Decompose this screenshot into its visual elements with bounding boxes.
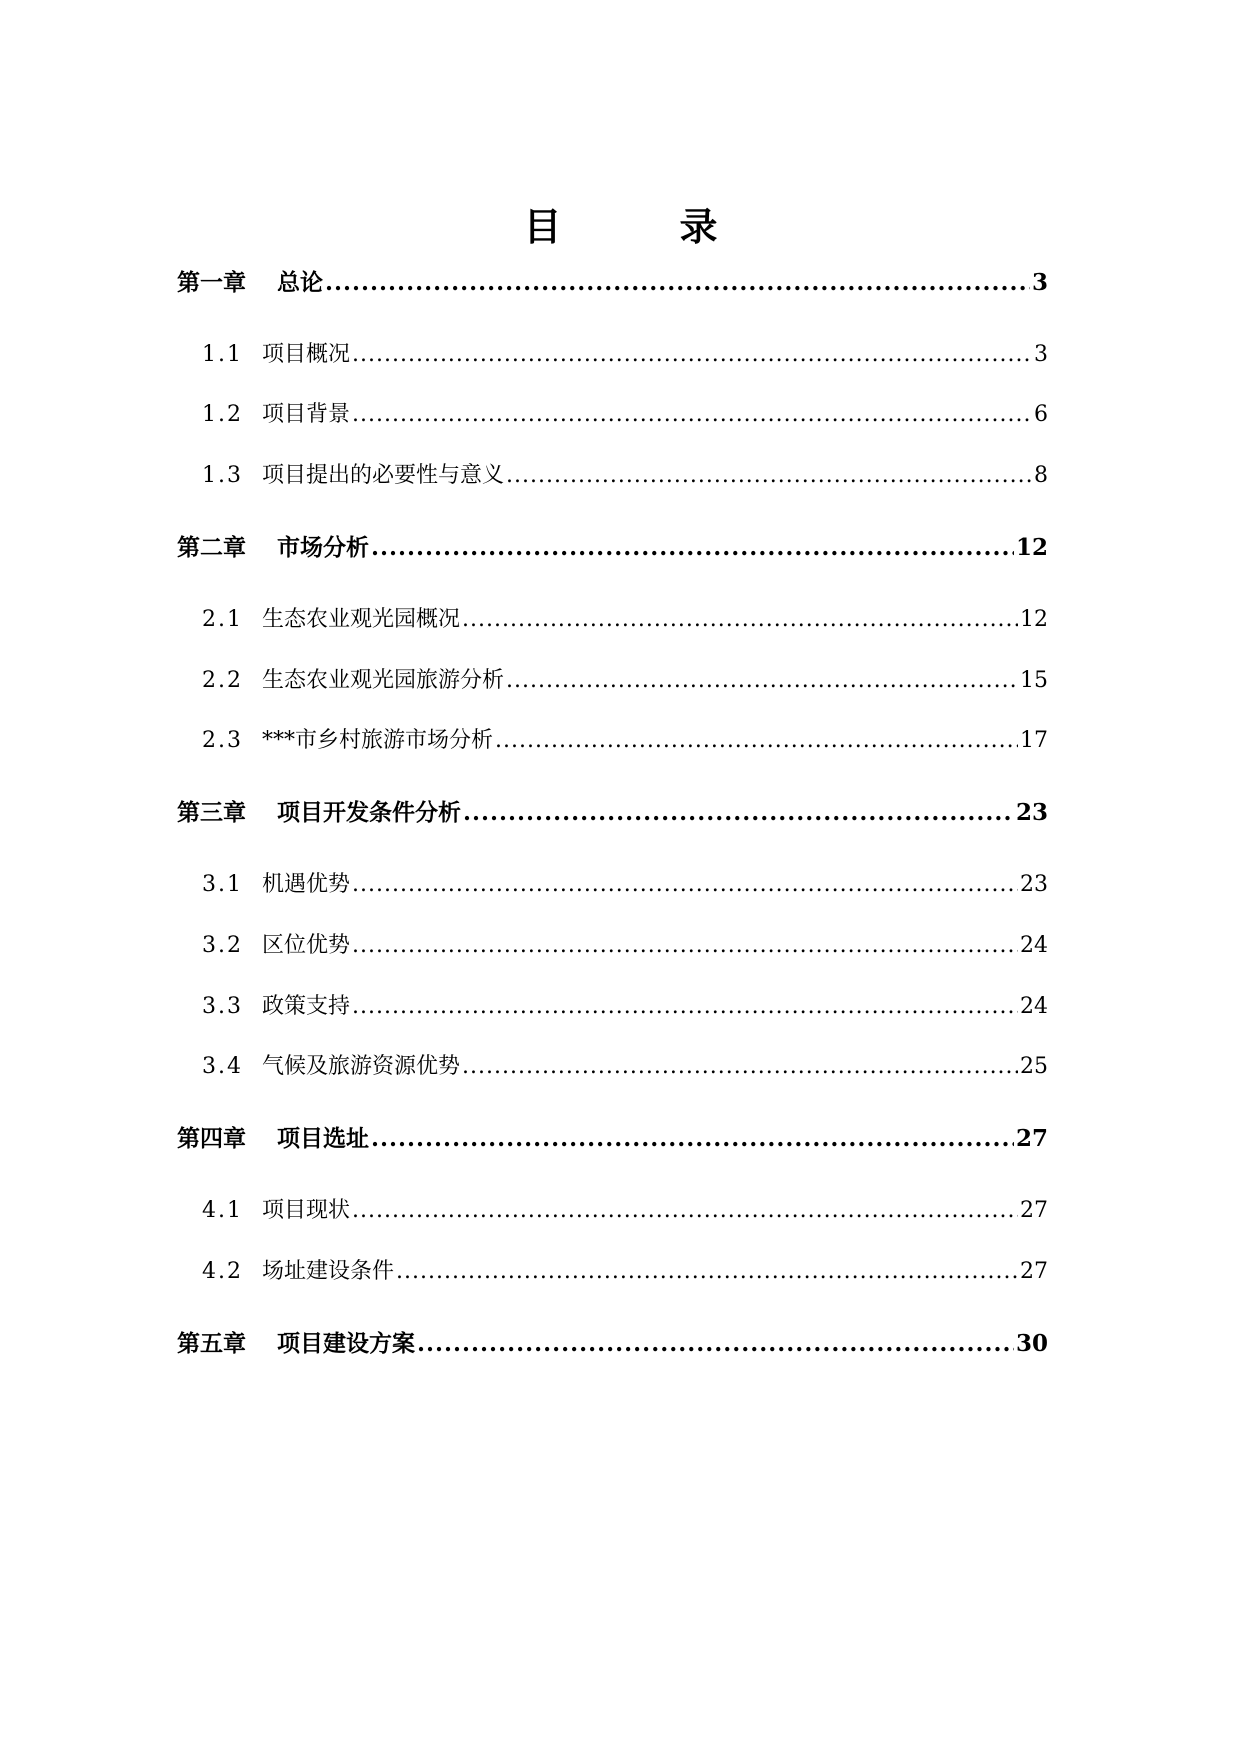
entry-page-number: 24 [1020, 933, 1048, 958]
entry-page-number: 25 [1020, 1054, 1048, 1079]
toc-entry-section-4-2[interactable] [202, 1257, 1048, 1287]
entry-number: 3.3 [202, 994, 243, 1019]
toc-entry-section-2-2[interactable] [202, 666, 1048, 696]
entry-page-number: 12 [1015, 534, 1048, 561]
entry-title: 市场分析 [277, 535, 369, 561]
entry-page-number: 27 [1020, 1198, 1048, 1223]
dot-leader [462, 1052, 1018, 1082]
entry-number: 3.1 [202, 872, 243, 897]
dot-leader [463, 798, 1014, 828]
entry-number: 2.1 [202, 607, 243, 632]
toc-entry-chapter-4[interactable] [177, 1124, 1048, 1154]
dot-leader [352, 400, 1032, 430]
dot-leader [325, 268, 1030, 298]
entry-title: 项目选址 [277, 1126, 369, 1152]
dot-leader [495, 726, 1018, 756]
toc-entry-section-3-4[interactable] [202, 1052, 1048, 1082]
entry-title: 项目概况 [262, 342, 351, 367]
toc-entry-chapter-2[interactable] [177, 533, 1048, 563]
entry-title: 项目开发条件分析 [277, 800, 461, 826]
entry-page-number: 15 [1020, 668, 1048, 693]
entry-page-number: 27 [1015, 1125, 1048, 1152]
dot-leader [417, 1329, 1014, 1359]
entry-title: 总论 [277, 270, 323, 296]
entry-title: 区位优势 [262, 933, 351, 958]
entry-number: 1.2 [202, 402, 243, 427]
toc-title: 目 录 [523, 205, 758, 249]
dot-leader [462, 605, 1018, 635]
entry-number: 2.2 [202, 668, 243, 693]
entry-title: 机遇优势 [262, 872, 351, 897]
toc-entry-section-4-1[interactable] [202, 1196, 1048, 1226]
dot-leader [352, 340, 1032, 370]
entry-page-number: 3 [1034, 342, 1048, 367]
toc-entry-section-1-1[interactable] [202, 340, 1048, 370]
dot-leader [352, 931, 1018, 961]
entry-number: 3.2 [202, 933, 243, 958]
entry-title: 场址建设条件 [262, 1259, 395, 1284]
entry-page-number: 12 [1020, 607, 1048, 632]
entry-page-number: 8 [1034, 463, 1048, 488]
dot-leader [352, 870, 1018, 900]
dot-leader [396, 1257, 1018, 1287]
entry-page-number: 30 [1015, 1330, 1048, 1357]
entry-number: 3.4 [202, 1054, 243, 1079]
entry-title: 项目现状 [262, 1198, 351, 1223]
entry-number: 2.3 [202, 728, 243, 753]
toc-entry-chapter-3[interactable] [177, 798, 1048, 828]
entry-title: 生态农业观光园旅游分析 [262, 668, 505, 693]
toc-entry-section-3-3[interactable] [202, 992, 1048, 1022]
entry-number: 4.2 [202, 1259, 243, 1284]
entry-number: 第三章 [177, 800, 246, 826]
toc-entry-section-1-3[interactable] [202, 461, 1048, 491]
dot-leader [371, 1124, 1014, 1154]
toc-entry-section-1-2[interactable] [202, 400, 1048, 430]
entry-title: 项目提出的必要性与意义 [262, 463, 505, 488]
entry-page-number: 6 [1034, 402, 1048, 427]
dot-leader [506, 666, 1018, 696]
entry-title: 气候及旅游资源优势 [262, 1054, 461, 1079]
toc-entry-section-3-1[interactable] [202, 870, 1048, 900]
entry-title: 生态农业观光园概况 [262, 607, 461, 632]
entry-page-number: 24 [1020, 994, 1048, 1019]
entry-page-number: 17 [1020, 728, 1048, 753]
toc-entry-chapter-1[interactable] [177, 268, 1048, 298]
entry-title: ***市乡村旅游市场分析 [262, 728, 494, 753]
entry-number: 第一章 [177, 270, 246, 296]
entry-page-number: 23 [1020, 872, 1048, 897]
entry-number: 1.1 [202, 342, 243, 367]
entry-title: 项目建设方案 [277, 1331, 415, 1357]
entry-page-number: 23 [1015, 799, 1048, 826]
dot-leader [352, 1196, 1018, 1226]
entry-page-number: 3 [1031, 269, 1048, 296]
entry-number: 第四章 [177, 1126, 246, 1152]
dot-leader [371, 533, 1014, 563]
entry-title: 项目背景 [262, 402, 351, 427]
toc-entry-section-2-1[interactable] [202, 605, 1048, 635]
entry-page-number: 27 [1020, 1259, 1048, 1284]
dot-leader [506, 461, 1032, 491]
entry-number: 4.1 [202, 1198, 243, 1223]
entry-title: 政策支持 [262, 994, 351, 1019]
entry-number: 第二章 [177, 535, 246, 561]
entry-number: 1.3 [202, 463, 243, 488]
dot-leader [352, 992, 1018, 1022]
toc-entry-chapter-5[interactable] [177, 1329, 1048, 1359]
entry-number: 第五章 [177, 1331, 246, 1357]
toc-entry-section-2-3[interactable] [202, 726, 1048, 756]
toc-entry-section-3-2[interactable] [202, 931, 1048, 961]
